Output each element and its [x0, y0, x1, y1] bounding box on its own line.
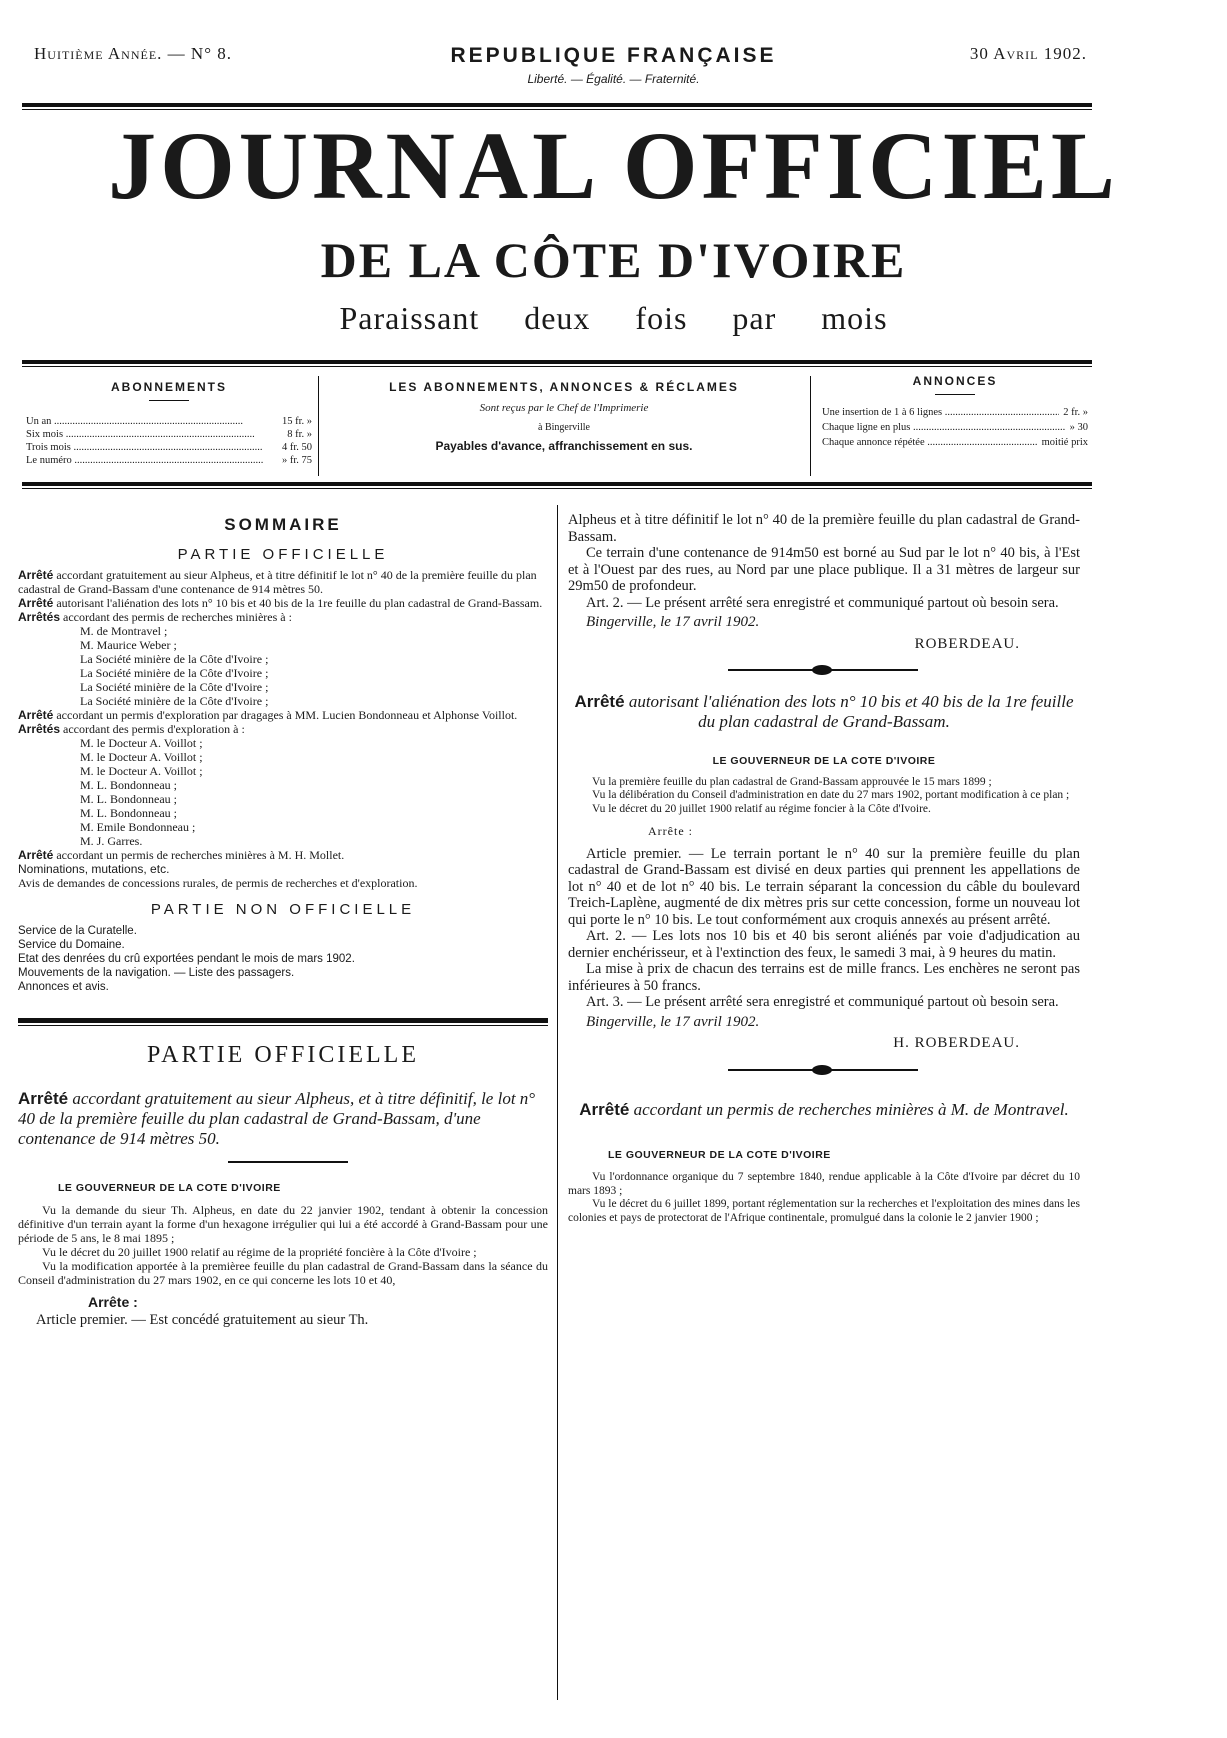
- arrete-word: Arrête :: [88, 1293, 138, 1310]
- arrete-word: Arrête :: [648, 824, 693, 838]
- item-lead: Arrêté: [18, 848, 54, 862]
- masthead-frequency: Paraissant deux fois par mois: [339, 300, 888, 336]
- list-item: Service du Domaine.: [18, 938, 125, 951]
- list-item: M. Maurice Weber ;: [80, 638, 177, 652]
- annonces-box: [822, 372, 1088, 478]
- annonces-heading: ANNONCES: [912, 374, 998, 388]
- annonce-row: [822, 420, 1088, 435]
- section-rule-thin: [18, 1025, 548, 1026]
- non-official-list: [18, 924, 548, 994]
- list-item: Etat des denrées du crû exportées pendant le mois de mars 1902.: [18, 952, 355, 965]
- annonce-value: moitié prix: [1041, 437, 1088, 448]
- list-item: [18, 708, 548, 722]
- partie-officielle-heading: PARTIE OFFICIELLE: [146, 1041, 419, 1068]
- list-item: M. L. Bondonneau ;: [80, 792, 177, 806]
- masthead-subtitle: DE LA CÔTE D'IVOIRE: [320, 232, 907, 288]
- annonce-value: » 30: [1069, 422, 1088, 433]
- list-item: M. Emile Bondonneau ;: [80, 820, 196, 834]
- center-box-line1: Sont reçus par le Chef de l'Imprimerie: [479, 402, 649, 414]
- flourish-divider: [568, 1062, 1080, 1078]
- list-item: M. J. Garres.: [80, 834, 143, 848]
- list-item: M. L. Bondonneau ;: [80, 778, 177, 792]
- arrete-title-text: accordant gratuitement au sieur Alpheus, et à titre définitif, le lot n° 40 de la première feuille du plan cadastral de Grand-Bassam, d'une contenance de 914 mètres 50.: [18, 1089, 536, 1148]
- arrete-lead: Arrêté: [574, 692, 625, 711]
- republic-title: REPUBLIQUE FRANÇAISE: [450, 44, 777, 67]
- item-lead: Arrêtés: [18, 722, 61, 736]
- box-divider-left: [318, 376, 319, 476]
- list-item: La Société minière de la Côte d'Ivoire ;: [80, 666, 269, 680]
- list-item: Nominations, mutations, etc.: [18, 862, 170, 876]
- item-text: accordant un permis d'exploration par dragages à MM. Lucien Bondonneau et Alphonse Voillot.: [56, 708, 518, 722]
- center-box: [326, 372, 802, 478]
- top-rule-thin: [22, 109, 1092, 110]
- vu: Vu la première feuille du plan cadastral de Grand-Bassam approuvée le 15 mars 1899 ;: [592, 775, 992, 788]
- non-official-section-title: PARTIE NON OFFICIELLE: [150, 901, 416, 918]
- exploration-names: [18, 736, 548, 848]
- item-text: accordant des permis d'exploration à :: [63, 722, 245, 736]
- boxes-rule-thin: [22, 488, 1092, 489]
- continuation-text: Ce terrain d'une contenance de 914m50 est borné au Sud par le lot n° 40 bis, à l'Est et à l'Ouest par des rues, au Nord par une place publique. Il a 31 mètres de largeur sur 29m50 de profondeur.: [568, 545, 1080, 594]
- list-item: [18, 848, 548, 862]
- list-item: M. le Docteur A. Voillot ;: [80, 736, 203, 750]
- arrete1-title: [18, 1089, 548, 1149]
- governor-heading: LE GOUVERNEUR DE LA COTE D'IVOIRE: [712, 755, 936, 767]
- subscriptions-divider: [149, 400, 189, 401]
- list-item: Annonces et avis.: [18, 980, 109, 993]
- list-item: [18, 596, 548, 610]
- vu: Vu la délibération du Conseil d'administration en date du 27 mars 1902, portant modification à ce plan ;: [592, 789, 1070, 801]
- boxes-rule: [22, 482, 1092, 486]
- list-item: La Société minière de la Côte d'Ivoire ;: [80, 694, 269, 708]
- article: Art. 2. — Les lots nos 10 bis et 40 bis seront aliénés par voie d'adjudication au dernier enchérisseur, et à l'extinction des feux, le samedi 3 mai, à 9 heures du matin.: [568, 928, 1080, 961]
- list-item: Mouvements de la navigation. — Liste des passagers.: [18, 966, 295, 979]
- signature: ROBERDEAU.: [914, 635, 1020, 652]
- issue-date: 30 Avril 1902.: [969, 44, 1087, 63]
- list-item: M. le Docteur A. Voillot ;: [80, 750, 203, 764]
- continuation-text: Art. 2. — Le présent arrêté sera enregistré et communiqué partout où besoin sera.: [586, 594, 1059, 611]
- price-row: [26, 428, 312, 441]
- subscriptions-heading: ABONNEMENTS: [110, 380, 227, 394]
- issue-number: Huitième Année. — N° 8.: [34, 44, 233, 63]
- arrete-lead: Arrêté: [18, 1089, 69, 1108]
- vus-list: [568, 776, 1080, 817]
- considerant: Vu le décret du 20 juillet 1900 relatif au régime de la propriété foncière à la Côte d'Ivoire ;: [42, 1244, 477, 1259]
- annonces-divider: [935, 394, 975, 395]
- center-box-heading: LES ABONNEMENTS, ANNONCES & RÉCLAMES: [389, 380, 739, 394]
- vu: Vu l'ordonnance organique du 7 septembre 1840, rendue applicable à la Côte d'Ivoire par décret du 10 mars 1893 ;: [568, 1171, 1080, 1197]
- place-date: Bingerville, le 17 avril 1902.: [586, 1013, 760, 1030]
- left-column: [18, 517, 548, 1329]
- list-item: La Société minière de la Côte d'Ivoire ;: [80, 680, 269, 694]
- flourish-divider: [568, 662, 1080, 678]
- column-divider: [557, 505, 558, 1700]
- subscriptions-list: [26, 415, 312, 467]
- masthead-rule-thin: [22, 366, 1092, 367]
- price-row: [26, 441, 312, 454]
- price-value: 15 fr. »: [281, 416, 312, 427]
- masthead-rule: [22, 360, 1092, 364]
- list-item: M. L. Bondonneau ;: [80, 806, 177, 820]
- sommaire-title: SOMMAIRE: [224, 515, 342, 534]
- list-item: Service de la Curatelle.: [18, 924, 137, 937]
- arrete-lead: Arrêté: [579, 1099, 630, 1119]
- arrete1-divider: [18, 1157, 548, 1167]
- item-lead: Arrêté: [18, 568, 54, 582]
- signature: H. ROBERDEAU.: [893, 1035, 1020, 1051]
- item-lead: Arrêté: [18, 708, 54, 722]
- list-item: [18, 722, 548, 736]
- list-item: M. de Montravel ;: [80, 624, 168, 638]
- considerant: Vu la demande du sieur Th. Alpheus, en date du 22 janvier 1902, tendant à obtenir la concession définitive d'un terrain ayant la forme d'un hexagone irrégulier qui lui a été accordé à Grand-Bassam pour une période de 5 ans, le 8 mai 1895 ;: [18, 1202, 548, 1245]
- list-item: M. le Docteur A. Voillot ;: [80, 764, 203, 778]
- annonce-label: Chaque ligne en plus .....: [822, 420, 1066, 435]
- annonce-label: Une insertion de 1 à 6 lignes .....: [822, 405, 1059, 420]
- center-box-line3: Payables d'avance, affranchissement en sus.: [435, 439, 693, 453]
- item-text: accordant un permis de recherches minières à M. H. Mollet.: [56, 848, 345, 862]
- annonce-label: Chaque annonce répétée .....: [822, 435, 1038, 450]
- price-value: » fr. 75: [281, 455, 312, 466]
- subscriptions-box: [26, 372, 312, 478]
- arrete-title-text: accordant un permis de recherches minières à M. de Montravel.: [633, 1099, 1069, 1119]
- price-value: 8 fr. »: [287, 429, 312, 440]
- arrete-title-text: autorisant l'aliénation des lots n° 10 bis et 40 bis de la 1re feuille du plan cadastral de Grand-Bassam.: [628, 692, 1074, 731]
- price-label: Le numéro .....: [26, 454, 278, 467]
- governor-heading: LE GOUVERNEUR DE LA COTE D'IVOIRE: [608, 1148, 831, 1161]
- article: La mise à prix de chacun des terrains est de mille francs. Les enchères ne seront pas inférieures à 50 francs.: [568, 961, 1080, 994]
- top-rule: [22, 103, 1092, 107]
- center-box-line2: à Bingerville: [538, 422, 590, 433]
- price-value: 4 fr. 50: [281, 442, 312, 453]
- permit-names: [18, 624, 548, 708]
- article-premier: Article premier. — Est concédé gratuitement au sieur Th.: [36, 1312, 369, 1328]
- sommaire-list: [18, 568, 548, 890]
- vus-list: [568, 1171, 1080, 1225]
- motto: Liberté. — Égalité. — Fraternité.: [527, 72, 700, 86]
- price-label: Six mois .....: [26, 428, 283, 441]
- place-date: Bingerville, le 17 avril 1902.: [586, 614, 760, 630]
- list-item: [18, 610, 548, 624]
- price-label: Trois mois .....: [26, 441, 278, 454]
- list-item: [18, 568, 548, 596]
- annonce-value: 2 fr. »: [1063, 407, 1088, 418]
- section-rule: [18, 1018, 548, 1023]
- price-label: Un an .....: [26, 415, 278, 428]
- article: Article premier. — Le terrain portant le n° 40 sur la première feuille du plan cadastral de Grand-Bassam est divisé en deux parties qui prennent les appellations de lot n° 40 et de lot n° 40 bis. Le terrain séparant la concession du câble du boulevard Treich-Laplène, augmenté de dix mètres pris sur cette concession, forme un nouveau lot qui porte le n° 10 bis. Le tout conformément aux croquis annexés au présent arrêté.: [568, 845, 1080, 928]
- masthead-title: JOURNAL OFFICIEL: [108, 112, 1119, 219]
- considerant: Vu la modification apportée à la premièree feuille du plan cadastral de Grand-Bassam dans la séance du Conseil d'administration du 27 mars 1902, en ce qui concerne les lots 10 et 40,: [18, 1258, 548, 1287]
- annonce-row: [822, 405, 1088, 420]
- official-section-title: PARTIE OFFICIELLE: [177, 545, 389, 563]
- arrete2-title: [568, 692, 1080, 732]
- item-lead: Arrêté: [18, 596, 54, 610]
- arrete3-title: [568, 1100, 1080, 1120]
- list-item: La Société minière de la Côte d'Ivoire ;: [80, 652, 269, 666]
- governor-heading: LE GOUVERNEUR DE LA COTE D'IVOIRE: [58, 1182, 281, 1194]
- price-row: [26, 415, 312, 428]
- considerants: [18, 1203, 548, 1287]
- item-text: accordant des permis de recherches minières à :: [63, 610, 292, 624]
- continuation-text: Alpheus et à titre définitif le lot n° 40 de la première feuille du plan cadastral de Grand-Bassam.: [568, 512, 1080, 545]
- article: Art. 3. — Le présent arrêté sera enregistré et communiqué partout où besoin sera.: [586, 994, 1059, 1010]
- item-lead: Arrêtés: [18, 610, 61, 624]
- item-text: accordant gratuitement au sieur Alpheus, et à titre définitif le lot n° 40 de la première feuille du plan cadastral de Grand-Bassam d'une contenance de 914 mètres 50.: [18, 568, 537, 596]
- list-item: Avis de demandes de concessions rurales, de permis de recherches et d'exploration.: [18, 876, 418, 890]
- vu: Vu le décret du 6 juillet 1899, portant réglementation sur la recherches et l'exploitation des mines dans les colonies et pays de protectorat de l'Afrique continentale, promulgué dans la colonie le 2 janvier 1900 ;: [568, 1198, 1080, 1224]
- item-text: autorisant l'aliénation des lots n° 10 bis et 40 bis de la 1re feuille du plan cadastral de Grand-Bassam.: [56, 596, 543, 610]
- vu: Vu le décret du 20 juillet 1900 relatif au régime foncier à la Côte d'Ivoire.: [592, 802, 931, 815]
- price-row: [26, 454, 312, 467]
- annonce-row: [822, 435, 1088, 450]
- right-column: [568, 512, 1080, 1225]
- box-divider-right: [810, 376, 811, 476]
